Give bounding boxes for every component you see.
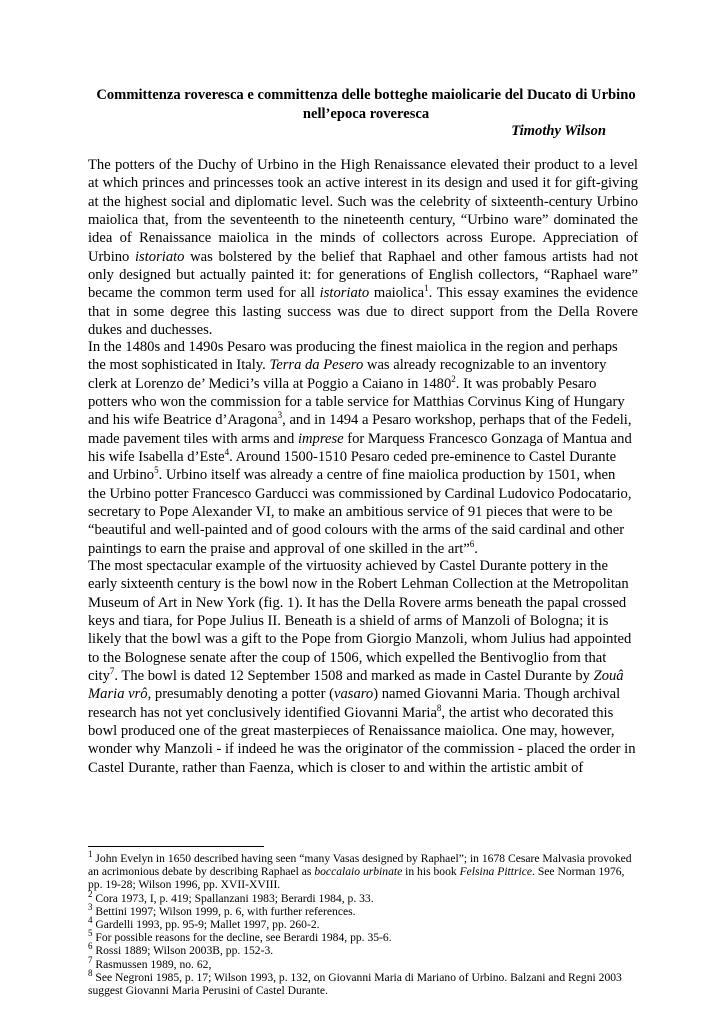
- text-line: wonder why Manzoli - if indeed he was the originator of the commission - placed the order in: [88, 741, 636, 758]
- italic-term: Maria vrô: [88, 686, 148, 703]
- footnotes: [88, 849, 638, 998]
- footnote-6: $^6$ Rossi 1889; Wilson 2003B, pp. 152-3.: [88, 941, 274, 958]
- footnote-number: 6: [88, 941, 93, 952]
- italic-term: Felsina Pittrice: [459, 865, 533, 879]
- italic-term: boccalaio urbinate: [314, 865, 403, 879]
- text-line: Maria vrô, presumably denoting a potter (vasaro) named Giovanni Maria. Though archival: [88, 686, 621, 703]
- italic-term: istoriato: [135, 248, 185, 265]
- text-line: secretary to Pope Alexander VI, to make an ambitious service of 91 pieces that were to be: [88, 504, 613, 521]
- text-line: In the 1480s and 1490s Pesaro was producing the finest maiolica in the region and perhaps: [88, 339, 618, 355]
- title-line-1: Committenza roveresca e committenza delle botteghe maiolicarie del Ducato di Urbino: [96, 87, 636, 103]
- text-line: the Urbino potter Francesco Garducci was commissioned by Cardinal Ludovico Podocatario,: [88, 485, 632, 502]
- footnote-ref[interactable]: 4: [224, 447, 230, 458]
- footnote-number: 1: [88, 849, 93, 860]
- text-line: The most spectacular example of the virtuosity achieved by Castel Durante pottery in the: [88, 558, 608, 574]
- footnote-number: 8: [88, 967, 93, 978]
- text-line: his wife Isabella d’Este$^4$. Around 1500-1510 Pesaro ceded pre-eminence to Castel Durante: [88, 447, 617, 466]
- footnote-number: 4: [88, 915, 93, 926]
- text-run: . This essay examines the evidence that in some degree this lasting success was due to direct support from the Della Rovere dukes and duchesses.: [88, 285, 638, 339]
- footnote-ref[interactable]: 3: [277, 410, 283, 421]
- text-line: made pavement tiles with arms and imprese for Marquess Francesco Gonzaga of Mantua and: [88, 430, 632, 447]
- title-line-2: nell’epoca roveresca: [302, 106, 430, 122]
- text-line: research has not yet conclusively identified Giovanni Maria$^8$, the artist who decorated this: [88, 702, 614, 721]
- footnote-7: $^7$ Rasmussen 1989, no. 62,: [88, 954, 212, 971]
- text-run: The potters of the Duchy of Urbino in the High Renaissance elevated their product to a level at which princes and princesses took an active interest in its design and used it for gift-giving at the highest social and diplomatic level. Such was the celebrity of sixteenth-century Urbino maiolica that, from the seventeenth to the nineteenth century, “Urbino ware” dominated the idea of Renaissance maiolica in the minds of collectors across Europe. Appreciation of Urbino: [88, 157, 638, 265]
- footnote-ref[interactable]: 8: [436, 702, 442, 713]
- footnote-number: 7: [88, 954, 93, 965]
- author-name: Timothy Wilson: [511, 123, 606, 139]
- text-line: keys and tiara, for Pope Julius II. Beneath is a shield of arms of Manzoli of Bologna; it is: [88, 613, 609, 630]
- text-line: likely that the bowl was a gift to the Pope from Giorgio Manzoli, whom Julius had appointed: [88, 631, 632, 648]
- footnote-ref[interactable]: 5: [154, 465, 159, 476]
- footnote-number: 5: [88, 928, 93, 939]
- italic-term: istoriato: [319, 285, 370, 302]
- text-run: maiolica: [369, 285, 425, 302]
- footnote-4: $^4$ Gardelli 1993, pp. 95-9; Mallet 1997, pp. 260-2.: [88, 915, 320, 932]
- italic-term: imprese: [297, 430, 344, 447]
- footnote-1: $^1$ John Evelyn in 1650 described having seen “many Vasas designed by Raphael”; in 1678 Cesare Malvasia provoked an acrimonious debate by describing Raphael as boccalaio urbinate in his book Felsina Pittrice. See Norman 1976, pp. 19-28; Wilson 1996, pp. XVII-XVIII.: [88, 849, 632, 892]
- footnote-number: 2: [88, 888, 93, 899]
- text-line: paintings to earn the praise and approval of one skilled in the art”$^6$.: [88, 538, 478, 557]
- footnote-3: $^3$ Bettini 1997; Wilson 1999, p. 6, with further references.: [88, 901, 356, 918]
- footnote-ref[interactable]: 1: [424, 283, 429, 294]
- footnote-5: $^5$ For possible reasons for the decline, see Berardi 1984, pp. 35-6.: [88, 928, 392, 945]
- document-title: [88, 86, 644, 124]
- text-run: was bolstered by the belief that Raphael and other famous artists had not only designed but actually painted it: for generations of English collectors, “Raphael ware” became the common term used for all: [88, 248, 638, 302]
- italic-term: Terra da Pesero: [269, 357, 364, 374]
- footnote-ref[interactable]: 7: [109, 666, 115, 677]
- text-line: “beautiful and well-painted and of good colours with the arms of the said cardinal and other: [88, 522, 625, 539]
- footnote-separator: [88, 846, 264, 847]
- italic-term: Zouâ: [593, 668, 624, 685]
- text-line: early sixteenth century is the bowl now in the Robert Lehman Collection at the Metropolitan: [88, 576, 629, 593]
- paragraph-1: [88, 156, 638, 339]
- footnote-ref[interactable]: 2: [451, 373, 456, 384]
- text-line: bowl produced one of the great masterpieces of Renaissance maiolica. One may, however,: [88, 723, 615, 740]
- text-line: to the Bolognese senate after the coup of 1506, which expelled the Bentivoglio from that: [88, 649, 607, 666]
- italic-term: vasaro: [334, 686, 374, 703]
- footnote-ref[interactable]: 6: [469, 538, 475, 549]
- text-line: clerk at Lorenzo de’ Medici’s villa at Poggio a Caiano in 1480$^2$. It was probably Pesaro: [88, 373, 597, 392]
- text-line: potters who won the commission for a table service for Matthias Corvinus King of Hungary: [88, 394, 625, 411]
- text-line: Museum of Art in New York (fig. 1). It has the Della Rovere arms beneath the papal crossed: [88, 594, 627, 611]
- footnote-8: $^8$ See Negroni 1985, p. 17; Wilson 1993, p. 132, on Giovanni Maria di Mariano of Urbino. Balzani and Regni 2003 suggest Giovanni Maria Perusini of Castel Durante.: [88, 967, 622, 998]
- text-line: and Urbino$^5$. Urbino itself was already a centre of fine maiolica production by 1501, when: [88, 465, 616, 484]
- text-line: the most sophisticated in Italy. Terra da Pesero was already recognizable to an inventory: [88, 357, 607, 374]
- footnote-number: 3: [88, 901, 93, 912]
- footnote-2: $^2$ Cora 1973, I, p. 419; Spallanzani 1983; Berardi 1984, p. 33.: [88, 888, 374, 905]
- text-line: Castel Durante, rather than Faenza, which is closer to and within the artistic ambit of: [88, 759, 584, 776]
- text-line: city$^7$. The bowl is dated 12 September 1508 and marked as made in Castel Durante by Zouâ: [88, 666, 624, 685]
- paragraph-2: [88, 338, 638, 558]
- paragraph-3: [88, 557, 638, 777]
- text-line: and his wife Beatrice d’Aragona$^3$, and in 1494 a Pesaro workshop, perhaps that of the Fedeli,: [88, 410, 632, 429]
